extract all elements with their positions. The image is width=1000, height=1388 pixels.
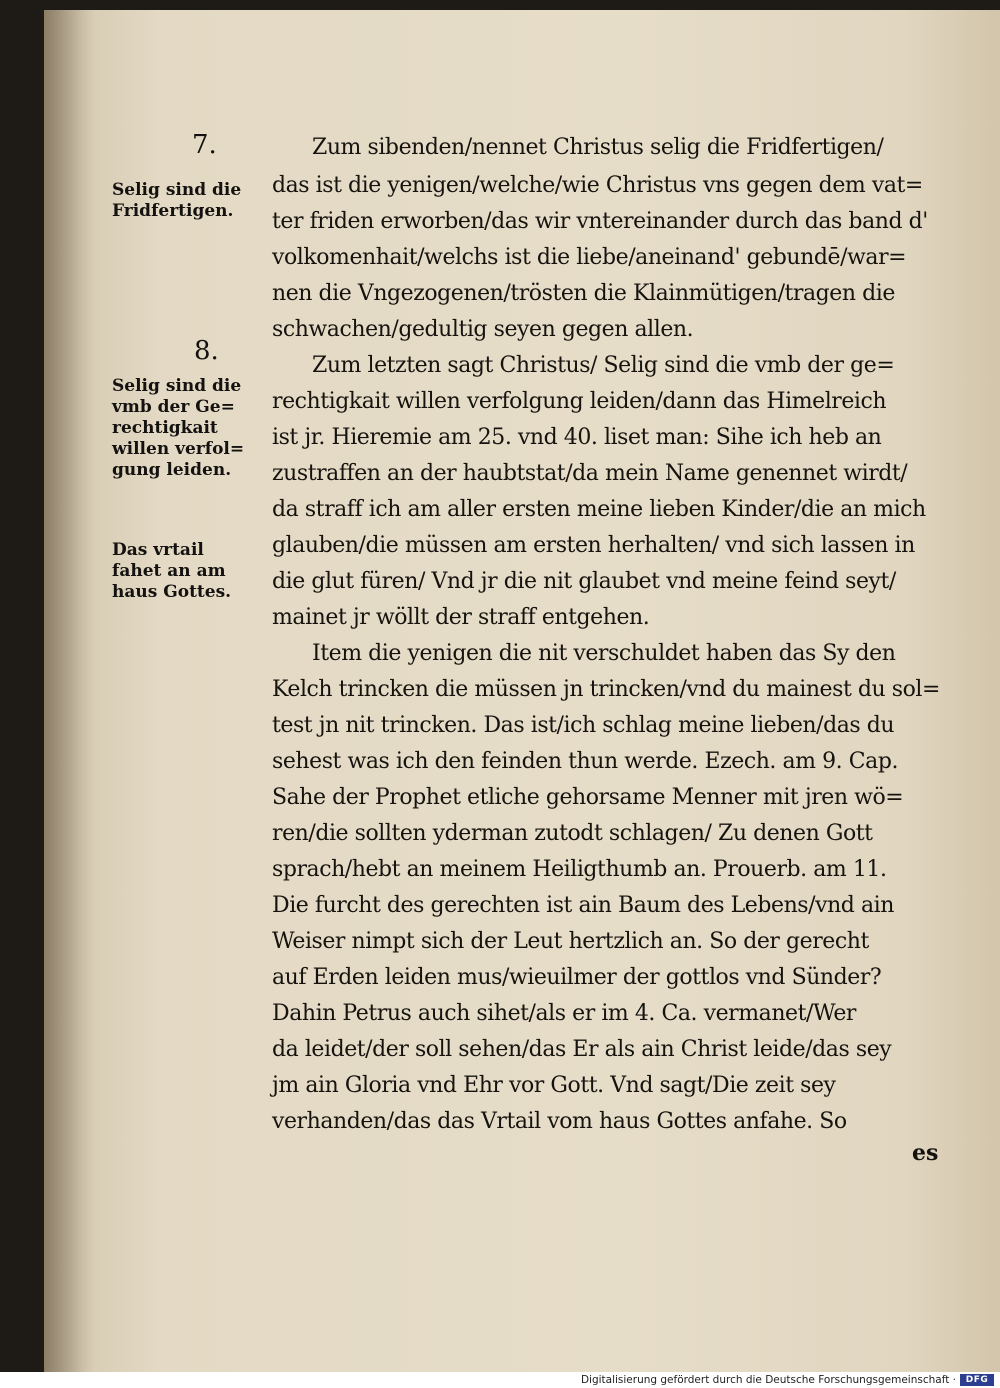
text-line: rechtigkait willen verfolgung leiden/dann das Himelreich	[272, 389, 887, 414]
marginal-note-line: Selig sind die	[112, 376, 242, 396]
digitization-footer	[0, 1372, 1000, 1388]
text-line: volkomenhait/welchs ist die liebe/aneinand' gebundē/war=	[272, 245, 907, 270]
dfg-logo: DFG	[960, 1374, 994, 1386]
text-line: Kelch trincken die müssen jn trincken/vnd du mainest du sol=	[272, 677, 940, 702]
margin-number-8: 8.	[194, 336, 219, 366]
text-line: ter friden erworben/das wir vntereinander durch das band d'	[272, 209, 928, 234]
footer-credit: Digitalisierung gefördert durch die Deutsche Forschungsgemeinschaft ·	[580, 1374, 956, 1386]
text-line: Item die yenigen die nit verschuldet haben das Sy den	[312, 641, 896, 666]
text-line: Weiser nimpt sich der Leut hertzlich an. So der gerecht	[272, 929, 869, 954]
book-page	[44, 10, 1000, 1372]
text-line: da leidet/der soll sehen/das Er als ain Christ leide/das sey	[272, 1037, 892, 1062]
text-line: verhanden/das das Vrtail vom haus Gottes anfahe. So	[272, 1109, 847, 1134]
text-line: jm ain Gloria vnd Ehr vor Gott. Vnd sagt/Die zeit sey	[272, 1073, 836, 1098]
text-line: auf Erden leiden mus/wieuilmer der gottlos vnd Sünder?	[272, 965, 882, 990]
text-line: nen die Vngezogenen/trösten die Klainmütigen/tragen die	[272, 281, 895, 306]
text-line: Dahin Petrus auch sihet/als er im 4. Ca. vermanet/Wer	[272, 1001, 856, 1026]
page-fold-shadow	[44, 10, 94, 1372]
marginal-note-line: Das vrtail	[112, 540, 204, 560]
text-line: schwachen/gedultig seyen gegen allen.	[272, 317, 694, 342]
margin-number-7: 7.	[192, 130, 217, 160]
text-line: Zum sibenden/nennet Christus selig die Fridfertigen/	[312, 135, 884, 160]
text-line: sprach/hebt an meinem Heiligthumb an. Prouerb. am 11.	[272, 857, 887, 882]
marginal-note-line: vmb der Ge=	[112, 397, 235, 417]
text-line: das ist die yenigen/welche/wie Christus vns gegen dem vat=	[272, 173, 923, 198]
marginal-note-line: Selig sind die	[112, 180, 242, 200]
text-line: Sahe der Prophet etliche gehorsame Menner mit jren wö=	[272, 785, 904, 810]
text-line: Zum letzten sagt Christus/ Selig sind die vmb der ge=	[312, 353, 895, 378]
marginal-note-line: rechtigkait	[112, 418, 218, 438]
text-line: ist jr. Hieremie am 25. vnd 40. liset man: Sihe ich heb an	[272, 425, 882, 450]
text-line: glauben/die müssen am ersten herhalten/ vnd sich lassen in	[272, 533, 915, 558]
catchword: es	[912, 1140, 939, 1166]
text-line: zustraffen an der haubtstat/da mein Name genennet wirdt/	[272, 461, 908, 486]
text-line: ren/die sollten yderman zutodt schlagen/ Zu denen Gott	[272, 821, 873, 846]
marginal-note-line: willen verfol=	[112, 439, 245, 459]
text-line: test jn nit trincken. Das ist/ich schlag meine lieben/das du	[272, 713, 895, 738]
text-line: mainet jr wöllt der straff entgehen.	[272, 605, 650, 630]
text-line: die glut füren/ Vnd jr die nit glaubet vnd meine feind seyt/	[272, 569, 896, 594]
text-line: Die furcht des gerechten ist ain Baum des Lebens/vnd ain	[272, 893, 894, 918]
text-line: sehest was ich den feinden thun werde. Ezech. am 9. Cap.	[272, 749, 898, 774]
marginal-note-line: gung leiden.	[112, 460, 232, 480]
text-line: da straff ich am aller ersten meine lieben Kinder/die an mich	[272, 497, 926, 522]
marginal-note-line: fahet an am	[112, 561, 226, 581]
marginal-note-line: Fridfertigen.	[112, 201, 234, 221]
marginal-note-line: haus Gottes.	[112, 582, 232, 602]
